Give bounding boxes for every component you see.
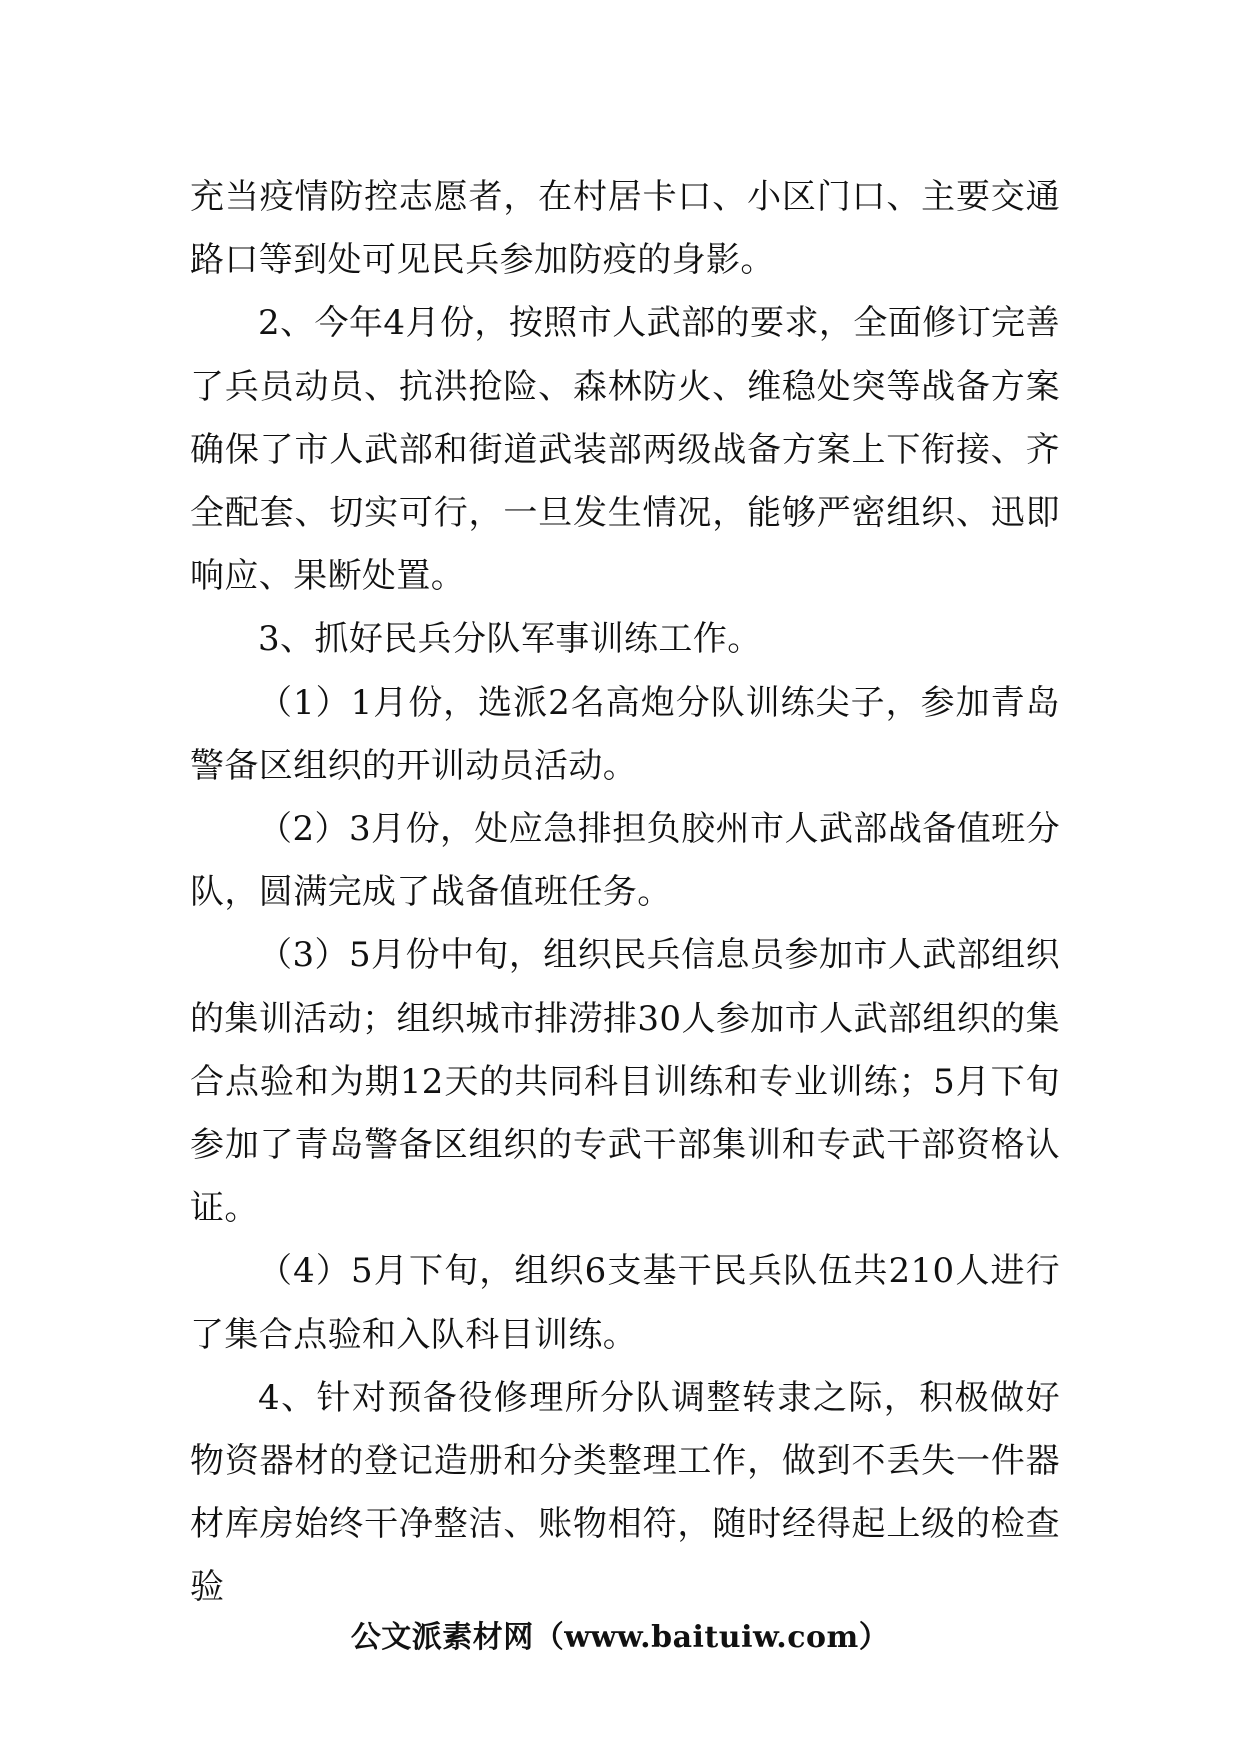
paragraph-6: （3）5月份中旬，组织民兵信息员参加市人武部组织的集训活动；组织城市排涝排30人参加市人武部组织的集合点验和为期12天的共同科目训练和专业训练；5月下旬参加了青岛警备区组织的专武干部集训和专武干部资格认证。 (190, 935, 1060, 1229)
document-body (190, 166, 1060, 1620)
paragraph-8: 4、针对预备役修理所分队调整转隶之际，积极做好物资器材的登记造册和分类整理工作，做到不丢失一件器材库房始终干净整洁、账物相符，随时经得起上级的检查验 (190, 1377, 1060, 1608)
paragraph-3: 3、抓好民兵分队军事训练工作。 (258, 619, 762, 660)
paragraph-2: 2、今年4月份，按照市人武部的要求，全面修订完善了兵员动员、抗洪抢险、森林防火、维稳处突等战备方案确保了市人武部和街道武装部两级战备方案上下衔接、齐全配套、切实可行，一旦发生情况，能够严密组织、迅即响应、果断处置。 (190, 303, 1060, 597)
paragraph-7: （4）5月下旬，组织6支基干民兵队伍共210人进行了集合点验和入队科目训练。 (190, 1251, 1060, 1355)
footer-watermark: 公文派素材网（www.baituiw.com） (350, 1620, 890, 1655)
paragraph-5: （2）3月份，处应急排担负胶州市人武部战备值班分队，圆满完成了战备值班任务。 (190, 809, 1060, 913)
paragraph-4: （1）1月份，选派2名高炮分队训练尖子，参加青岛警备区组织的开训动员活动。 (190, 682, 1060, 786)
paragraph-1: 充当疫情防控志愿者，在村居卡口、小区门口、主要交通路口等到处可见民兵参加防疫的身影。 (190, 177, 1060, 281)
